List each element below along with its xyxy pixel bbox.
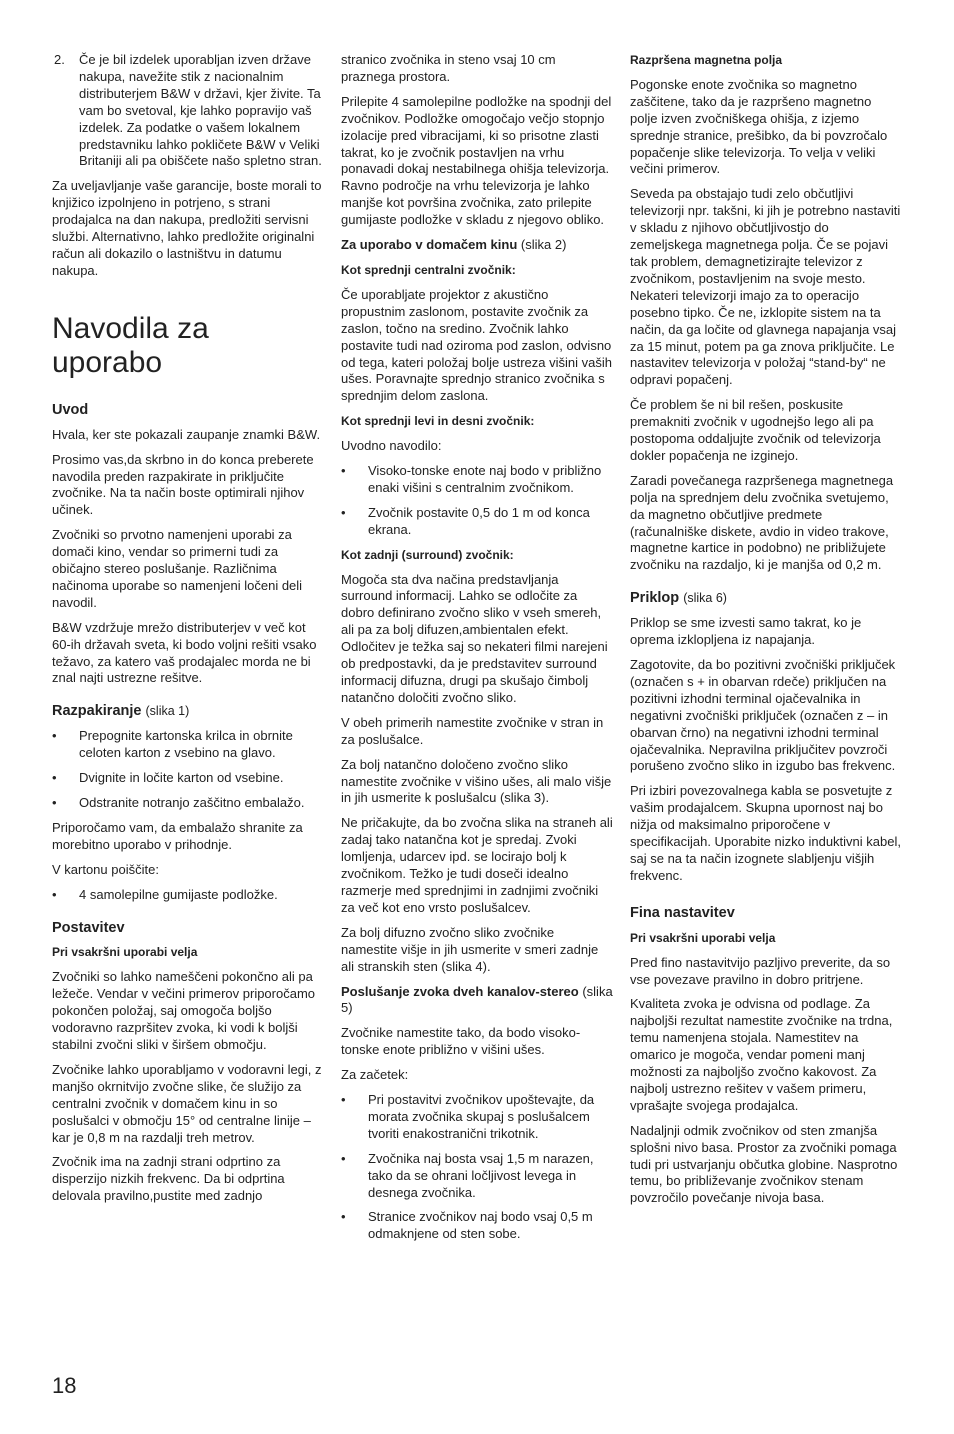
page-title: Navodila za uporabo: [52, 311, 209, 379]
paragraph: stranico zvočnika in steno vsaj 10 cm praznega prostora.: [341, 52, 556, 84]
bullet-icon: •: [52, 795, 57, 810]
paragraph: Zaradi povečanega razpršenega magnetnega polja na sprednjem delu zvočnika svetujemo, da magnetno občutljive predmete (računalniške diskete, avdio in video trakove, magnetne kartice in podobno) ne približujete zvočniku na razdaljo, ki je manjša od 0,2 m.: [630, 472, 894, 573]
bullet-text: Zvočnika naj bosta vsaj 1,5 m narazen, tako da se ohrani ločljivost levega in desnega zvočnika.: [368, 1150, 594, 1200]
bullet-icon: •: [52, 770, 57, 786]
paragraph: V kartonu poiščite:: [52, 861, 159, 877]
bullet-item: [341, 1151, 613, 1202]
bullet-item: [341, 463, 613, 497]
paragraph: Zvočniki so lahko nameščeni pokončno ali pa ležeče. Vendar v večini primerov priporočamo pokončen položaj, saj omogoča boljšo vodoravno razpršitev zvoka, ki vodi k boljši stabilni zvočni sliki v širšem območju.: [52, 969, 316, 1052]
bullet-icon: •: [341, 463, 346, 479]
bullet-text: Dvignite in ločite karton od vsebine.: [79, 770, 284, 786]
paragraph: Za začetek:: [341, 1067, 409, 1083]
bullet-item: [52, 887, 324, 904]
subheading: Kot sprednji centralni zvočnik:: [341, 262, 516, 277]
figure-reference: (slika 1): [145, 704, 190, 719]
subheading: Pri vsakršni uporabi velja: [52, 945, 198, 960]
bullet-text: Odstranite notranjo zaščitno embalažo.: [79, 795, 305, 810]
paragraph: Seveda pa obstajajo tudi zelo občutljivi televizorji npr. takšni, ki jih je potrebno nastaviti v skladu z njihovo občutljivostjo do zemeljskega magnetnega polja. Če se pojavi tak problem, demagnetizirajte televizor z zvočnikom, postavljenim na svoje mesto. Nekateri televizorji imajo za to operacijo posebno tipko. Če ne, izklopite sistem na ta način, da ga ločite od glavnega napajanja vsaj za 15 minut, potem pa ga znova priključite. Le nastavitev televizorja v položaj “stand-by“ ne odpravi popačenj.: [630, 186, 901, 388]
paragraph: Zvočnike namestite tako, da bodo visoko-tonske enote približno v višini ušes.: [341, 1025, 581, 1058]
left-column: [52, 52, 324, 1213]
heading-text: Priklop: [630, 590, 680, 607]
paragraph: Če uporabljate projektor z akustično propustnim zaslonom, postavite zvočnik za zaslon, točno na sredino. Zvočnik lahko postavite tudi nad oziroma pod zaslon, odvisno od tega, kateri položaj bolje ustreza višini vaših ušes. Poravnajte sprednjo stranico zvočnika s sprednjim delom zaslona.: [341, 286, 612, 404]
paragraph: Ne pričakujte, da bo zvočna slika na straneh ali zadaj tako natančna kot je spredaj. Zvoki lomljenja, udarcev ipd. se locirajo bolj k zvočnikom. Težko je tudi doseči idealno razmerje med sprednjimi in zadnjimi zvočniki za več kot eno vrsto poslušalcev.: [341, 815, 613, 915]
bullet-item: [341, 1209, 613, 1243]
paragraph: Pogonske enote zvočnika so magnetno zaščitene, tako da je razpršeno magnetno polje izven zvočniškega ohišja, z izjemo sprednje stranice, prešibko, da bi povzročalo popačenje slike televizorja. To velja v veliki večini primerov.: [630, 76, 888, 177]
paragraph: Prosimo vas,da skrbno in do konca preberete navodila preden razpakirate in priključite zvočnike. Na ta način boste optimirali njihov učinek.: [52, 451, 314, 518]
bullet-item: [341, 505, 613, 539]
paragraph: Za bolj difuzno zvočno sliko zvočnike namestite višje in jih usmerite v smeri zadnje ali stranskih sten (slika 4).: [341, 924, 599, 974]
paragraph: Priklop se sme izvesti samo takrat, ko je oprema izklopljena iz napajanja.: [630, 615, 862, 648]
paragraph: Uvodno navodilo:: [341, 438, 442, 454]
paragraph: Za bolj natančno določeno zvočno sliko namestite zvočnike v višino ušes, ali malo višje in jih usmerite k poslušalcu (slika 3).: [341, 756, 612, 806]
bullet-text: Pri postavitvi zvočnikov upoštevajte, da morata zvočnika skupaj s poslušalcem tvoriti enakostranični trikotnik.: [368, 1092, 595, 1141]
section-heading-fina-nastavitev: Fina nastavitev: [630, 904, 735, 921]
paragraph: B&W vzdržuje mrežo distributerjev v več kot 60-ih državah sveta, ki bodo voljni rešiti vsako težavo, za katero vaš prodajalec morda ne bi znal najti ustrezne rešitve.: [52, 619, 317, 686]
heading-text: Poslušanje zvoka dveh kanalov-stereo: [341, 983, 579, 999]
paragraph: Nadaljnji odmik zvočnikov od sten zmanjša splošni nivo basa. Prostor za zvočniki pomaga tudi pri ustvarjanju občutka globine. Nasprotno temu, bo približevanje zvočnikov stenam povzročilo povečanje nivoja basa.: [630, 1122, 898, 1206]
section-heading-postavitev: Postavitev: [52, 919, 125, 936]
paragraph: Zvočnike lahko uporabljamo v vodoravni legi, z manjšo okrnitvijo zvočne slike, če služijo za centralni zvočnik v domačem kinu in so poslušalci v območju 15° od centralne linije – kar je 0,8 m na razdalji treh metrov.: [52, 1061, 322, 1145]
stereo-heading: [341, 984, 613, 1018]
bullet-item: [52, 770, 324, 787]
bullet-text: Zvočnik postavite 0,5 do 1 m od konca ekrana.: [368, 504, 590, 537]
subheading: Kot sprednji levi in desni zvočnik:: [341, 414, 535, 429]
list-number: 2.: [54, 52, 65, 67]
bullet-text: Prepognite kartonska krilca in obrnite celoten karton z vsebino na glavo.: [79, 728, 293, 761]
paragraph: Kvaliteta zvoka je odvisna od podlage. Za najboljši rezultat namestite zvočnike na trdna, temu namenjena stojala. Namestitev na omarico je mogoča, vendar pomeni manj možnosti za najboljšo zvočno kakovost. Za najbolj ustrezno rešitev v vašem primeru, vprašajte svojega prodajalca.: [630, 996, 893, 1113]
bullet-item: [52, 728, 324, 762]
paragraph: Prilepite 4 samolepilne podložke na spodnji del zvočnikov. Podložke omogočajo večjo stopnjo izolacije pred vibracijami, ki so prisotne zlasti takrat, ko je zvočnik postavljen na vrhu ponavadi dokaj nestabilnega ohišja televizorja. Ravno področje na vrhu televizorja je lahko manjše kot površina zvočnika, zato prilepite gumijaste podložke v skladu z njegovo obliko.: [341, 93, 612, 228]
paragraph: Pred fino nastavitvijo pazljivo preverite, da so vse povezave pravilno in dobro pritrjene.: [630, 954, 891, 987]
home-cinema-heading: [341, 237, 613, 254]
middle-column: [341, 52, 613, 1251]
section-heading-razpakiranje: [52, 703, 324, 720]
bullet-icon: •: [341, 504, 346, 520]
paragraph: Zagotovite, da bo pozitivni zvočniški priključek (označen s + in obarvan rdeče) priključen na pozitivni izhodni terminal ojačevalnika in negativni zvočniški priključek (označen z – in obarvan črno) na negativni izhodni terminal ojačevalnika. Nepravilna priključitev povzroči porušeno zvočno sliko in izgubo bas frekvenc.: [630, 657, 896, 774]
right-column: [630, 52, 902, 1215]
figure-reference: (slika 6): [683, 591, 727, 606]
section-heading-priklop: [630, 590, 902, 607]
subheading: Pri vsakršni uporabi velja: [630, 930, 776, 945]
heading-text: Razpakiranje: [52, 703, 142, 720]
bullet-text: 4 samolepilne gumijaste podložke.: [79, 886, 278, 902]
warranty-paragraph: Za uveljavljanje vaše garancije, boste morali to knjižico izpolnjeno in potrjeno, s strani prodajalca na dan nakupa, predložiti servisni službi. Alternativno, lahko predložite originalni račun ali dokazilo o lastništvu in datumu nakupa.: [52, 178, 322, 278]
bullet-text: Visoko-tonske enote naj bodo v približno enaki višini s centralnim zvočnikom.: [368, 463, 602, 495]
subheading: Kot zadnji (surround) zvočnik:: [341, 547, 514, 562]
bullet-icon: •: [341, 1092, 346, 1108]
paragraph: Priporočamo vam, da embalažo shranite za morebitno uporabo v prihodnje.: [52, 819, 303, 852]
bullet-icon: •: [52, 886, 57, 902]
section-heading-uvod: Uvod: [52, 401, 89, 418]
paragraph: Hvala, ker ste pokazali zaupanje znamki B&W.: [52, 426, 321, 442]
paragraph: Zvočniki so prvotno namenjeni uporabi za domači kino, vendar so primerni tudi za običajno stereo poslušanje. Različnima načinoma uporabe so namenjeni ločeni deli navodil.: [52, 527, 303, 610]
paragraph: Pri izbiri povezovalnega kabla se posvetujte z vašim prodajalcem. Skupna upornost naj bo nižja od maksimalno priporočene v specifikacijah. Uporabite nizko induktivni kabel, saj se na ta način izognete slabljenju višjih frekvenc.: [630, 783, 901, 883]
figure-reference: (slika 2): [520, 237, 567, 253]
page-number: 18: [52, 1373, 77, 1398]
paragraph: Mogoča sta dva načina predstavljanja surround informacij. Lahko se odločite za dobro definirano zvočno sliko v vseh smereh, ali pa za bolj difuzen,ambientalen efekt. Odločitev je težka saj so nekateri filmi narejeni ob predpostavki, da je predstavitev surround informacij difuzna, drugi pa skušajo čimbolj natančno določiti zvočno sliko.: [341, 571, 608, 705]
list-item-text: Če je bil izdelek uporabljan izven države nakupa, navežite stik z nacionalnim distributerjem B&W v državi, kjer živite. Ta vam bo svetoval, kje lahko popravijo vaš izdelek. Za podatke o vašem lokalnem predstavniku lahko pokličete B&W v Veliki Britaniji ali pa obiščete našo spletno stran.: [79, 52, 322, 169]
subheading: Razpršena magnetna polja: [630, 53, 783, 67]
bullet-item: [341, 1092, 613, 1143]
bullet-text: Stranice zvočnikov naj bodo vsaj 0,5 m odmaknjene od sten sobe.: [368, 1209, 593, 1242]
paragraph: V obeh primerih namestite zvočnike v stran in za poslušalce.: [341, 714, 604, 747]
paragraph: Če problem še ni bil rešen, poskusite premakniti zvočnik v ugodnejšo lego ali pa postopoma oddaljujte zvočnik od televizorja dokler popačenja ne izginejo.: [630, 397, 881, 463]
figure-reference: (slika 5): [341, 983, 613, 1016]
paragraph: Zvočnik ima na zadnji strani odprtino za disperzijo nizkih frekvenc. Da bi odprtina delovala pravilno,pustite med zadnjo: [52, 1154, 285, 1204]
numbered-list-item: [52, 52, 324, 170]
bullet-icon: •: [341, 1209, 346, 1225]
heading-text: Za uporabo v domačem kinu: [341, 237, 518, 253]
bullet-icon: •: [341, 1150, 346, 1166]
bullet-item: [52, 795, 324, 812]
bullet-icon: •: [52, 728, 57, 744]
